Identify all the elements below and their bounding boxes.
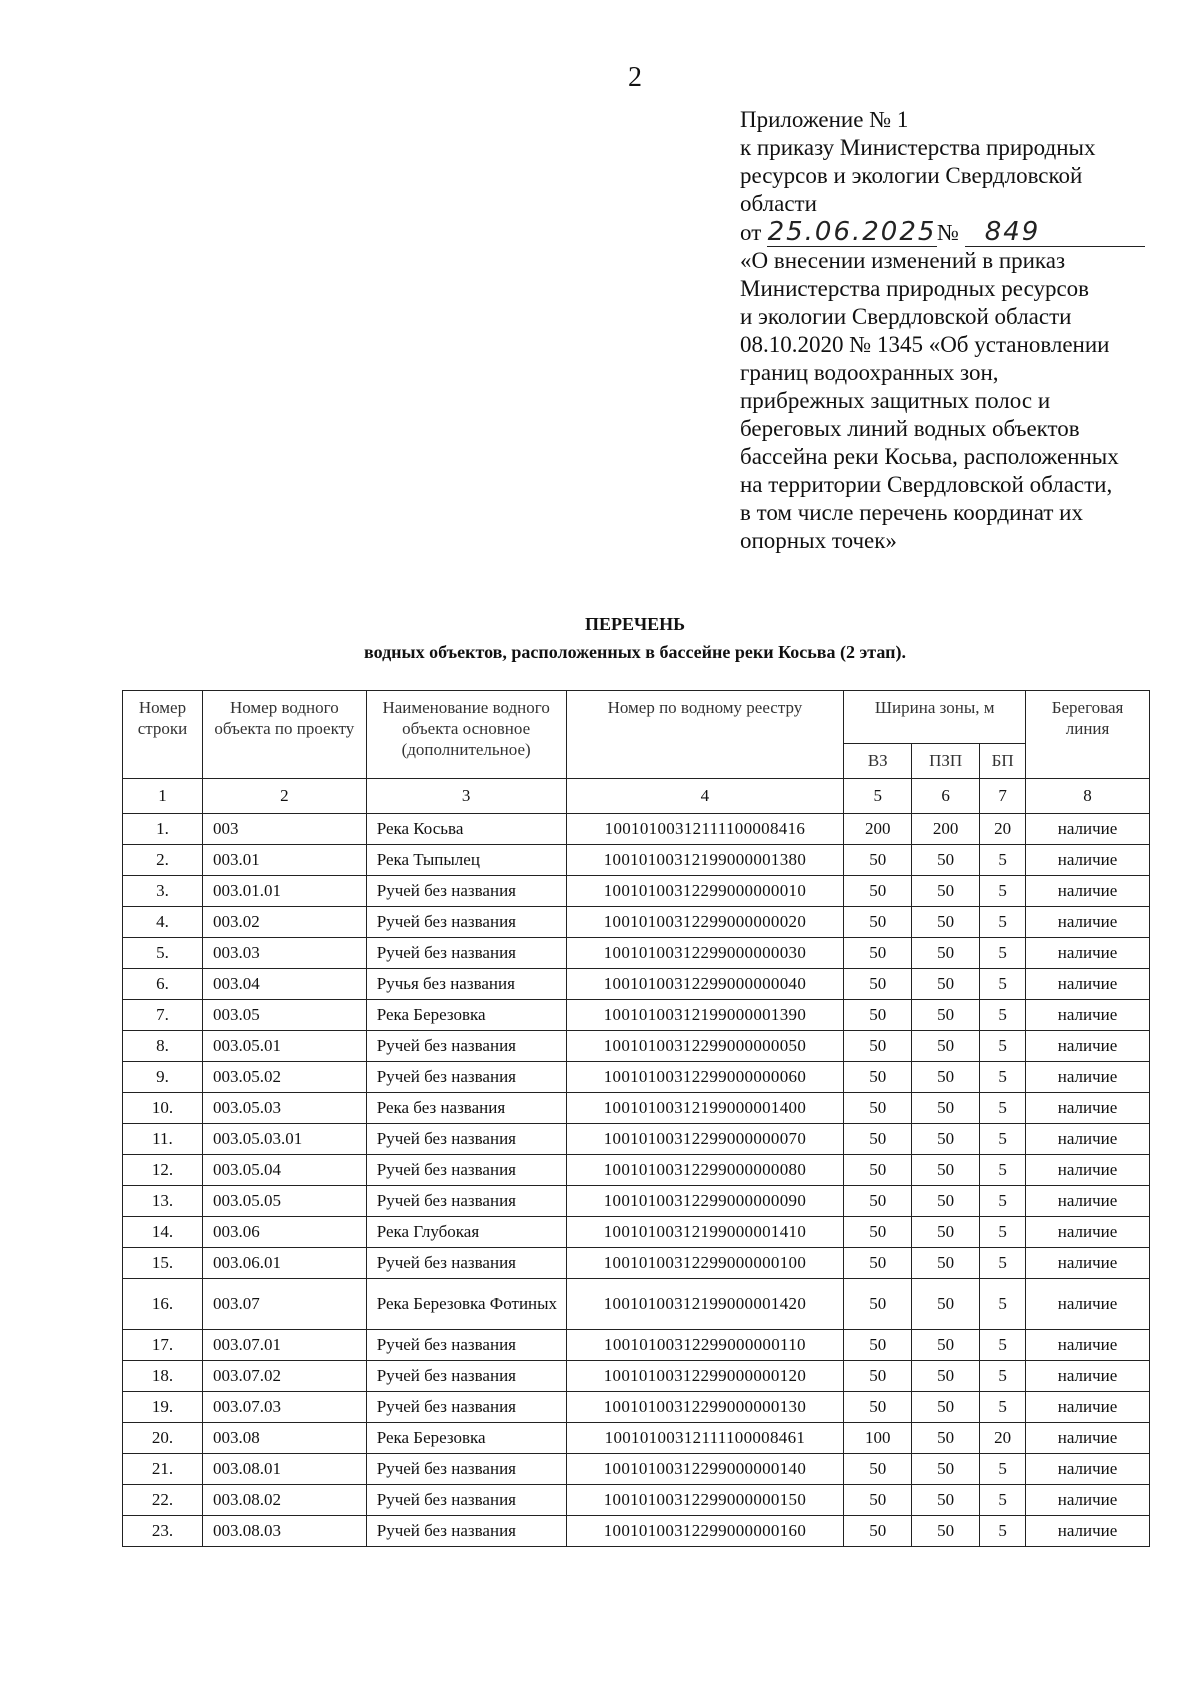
table-row — [123, 1186, 1150, 1217]
bp-width-cell: 20 — [980, 1423, 1026, 1454]
vz-width-cell: 50 — [844, 1186, 912, 1217]
pzp-width-cell: 50 — [912, 1217, 980, 1248]
shoreline-cell: наличие — [1026, 845, 1150, 876]
vz-width-cell: 50 — [844, 1062, 912, 1093]
registry-number-cell: 10010100312299000000090 — [566, 1186, 844, 1217]
object-code-cell: 003.06.01 — [202, 1248, 366, 1279]
row-number-cell: 3. — [123, 876, 203, 907]
object-code-cell: 003.01.01 — [202, 876, 366, 907]
order-date-line — [740, 218, 1160, 247]
row-number-cell: 9. — [123, 1062, 203, 1093]
pzp-width-cell: 50 — [912, 1485, 980, 1516]
bp-width-cell: 5 — [980, 1000, 1026, 1031]
row-number-cell: 11. — [123, 1124, 203, 1155]
vz-width-cell: 50 — [844, 969, 912, 1000]
object-code-cell: 003.05.03 — [202, 1093, 366, 1124]
registry-number-cell: 10010100312299000000060 — [566, 1062, 844, 1093]
registry-number-cell: 10010100312199000001420 — [566, 1279, 844, 1330]
table-row — [123, 1248, 1150, 1279]
object-name-cell: Ручей без названия — [366, 1248, 566, 1279]
list-title — [0, 610, 1200, 666]
shoreline-cell: наличие — [1026, 1124, 1150, 1155]
header-zone-width: Ширина зоны, м — [844, 691, 1026, 744]
subject-line: опорных точек» — [740, 528, 897, 553]
row-number-cell: 14. — [123, 1217, 203, 1248]
table-row — [123, 1454, 1150, 1485]
table-row — [123, 1093, 1150, 1124]
vz-width-cell: 50 — [844, 876, 912, 907]
header-shoreline: Береговая линия — [1026, 691, 1150, 779]
shoreline-cell: наличие — [1026, 1330, 1150, 1361]
pzp-width-cell: 50 — [912, 1392, 980, 1423]
shoreline-cell: наличие — [1026, 814, 1150, 845]
water-objects-table — [122, 690, 1150, 1547]
object-name-cell: Ручей без названия — [366, 1392, 566, 1423]
row-number-cell: 2. — [123, 845, 203, 876]
table-body — [123, 814, 1150, 1547]
shoreline-cell: наличие — [1026, 938, 1150, 969]
column-number-row — [123, 779, 1150, 814]
object-name-cell: Ручей без названия — [366, 1124, 566, 1155]
column-number: 5 — [844, 779, 912, 814]
object-name-cell: Ручей без названия — [366, 1516, 566, 1547]
object-code-cell: 003.08.03 — [202, 1516, 366, 1547]
bp-width-cell: 5 — [980, 907, 1026, 938]
subject-line: и экологии Свердловской области — [740, 304, 1072, 329]
appendix-block — [740, 106, 1160, 555]
bp-width-cell: 5 — [980, 1248, 1026, 1279]
shoreline-cell: наличие — [1026, 907, 1150, 938]
appendix-line: Приложение № 1 — [740, 107, 909, 132]
object-name-cell: Река Березовка — [366, 1423, 566, 1454]
row-number-cell: 23. — [123, 1516, 203, 1547]
subject-line: 08.10.2020 № 1345 «Об установлении — [740, 332, 1110, 357]
bp-width-cell: 5 — [980, 845, 1026, 876]
registry-number-cell: 10010100312299000000140 — [566, 1454, 844, 1485]
row-number-cell: 16. — [123, 1279, 203, 1330]
shoreline-cell: наличие — [1026, 1186, 1150, 1217]
object-name-cell: Ручья без названия — [366, 969, 566, 1000]
object-name-cell: Река без названия — [366, 1093, 566, 1124]
number-sign: № — [937, 220, 959, 245]
page-number: 2 — [628, 62, 642, 93]
subject-line: прибрежных защитных полос и — [740, 388, 1051, 413]
object-name-cell: Ручей без названия — [366, 1155, 566, 1186]
table-row — [123, 1279, 1150, 1330]
vz-width-cell: 50 — [844, 1392, 912, 1423]
pzp-width-cell: 50 — [912, 1093, 980, 1124]
appendix-line: ресурсов и экологии Свердловской — [740, 163, 1083, 188]
object-code-cell: 003.04 — [202, 969, 366, 1000]
table-row — [123, 1217, 1150, 1248]
row-number-cell: 21. — [123, 1454, 203, 1485]
vz-width-cell: 100 — [844, 1423, 912, 1454]
vz-width-cell: 50 — [844, 1454, 912, 1485]
object-name-cell: Ручей без названия — [366, 876, 566, 907]
registry-number-cell: 10010100312199000001380 — [566, 845, 844, 876]
object-code-cell: 003.05.05 — [202, 1186, 366, 1217]
pzp-width-cell: 50 — [912, 1361, 980, 1392]
table-row — [123, 1155, 1150, 1186]
table-row — [123, 1062, 1150, 1093]
bp-width-cell: 20 — [980, 814, 1026, 845]
pzp-width-cell: 50 — [912, 1423, 980, 1454]
table-row — [123, 1031, 1150, 1062]
vz-width-cell: 50 — [844, 938, 912, 969]
vz-width-cell: 50 — [844, 1361, 912, 1392]
vz-width-cell: 50 — [844, 907, 912, 938]
table-row — [123, 1330, 1150, 1361]
shoreline-cell: наличие — [1026, 1454, 1150, 1485]
registry-number-cell: 10010100312299000000050 — [566, 1031, 844, 1062]
table-row — [123, 1124, 1150, 1155]
bp-width-cell: 5 — [980, 938, 1026, 969]
row-number-cell: 7. — [123, 1000, 203, 1031]
bp-width-cell: 5 — [980, 876, 1026, 907]
pzp-width-cell: 50 — [912, 1000, 980, 1031]
object-name-cell: Река Березовка Фотиных — [366, 1279, 566, 1330]
pzp-width-cell: 50 — [912, 1454, 980, 1485]
object-code-cell: 003.07.01 — [202, 1330, 366, 1361]
shoreline-cell: наличие — [1026, 1248, 1150, 1279]
header-registry-number: Номер по водному реестру — [566, 691, 844, 779]
object-name-cell: Река Косьва — [366, 814, 566, 845]
vz-width-cell: 50 — [844, 1000, 912, 1031]
registry-number-cell: 10010100312299000000080 — [566, 1155, 844, 1186]
subject-line: береговых линий водных объектов — [740, 416, 1080, 441]
vz-width-cell: 50 — [844, 1031, 912, 1062]
vz-width-cell: 50 — [844, 1248, 912, 1279]
header-object-name: Наименование водного объекта основное (дополнительное) — [366, 691, 566, 779]
row-number-cell: 6. — [123, 969, 203, 1000]
table-row — [123, 938, 1150, 969]
bp-width-cell: 5 — [980, 1361, 1026, 1392]
object-code-cell: 003.02 — [202, 907, 366, 938]
bp-width-cell: 5 — [980, 1062, 1026, 1093]
bp-width-cell: 5 — [980, 1454, 1026, 1485]
shoreline-cell: наличие — [1026, 1392, 1150, 1423]
object-code-cell: 003.08 — [202, 1423, 366, 1454]
vz-width-cell: 50 — [844, 1330, 912, 1361]
table-row — [123, 1000, 1150, 1031]
table-row — [123, 969, 1150, 1000]
pzp-width-cell: 200 — [912, 814, 980, 845]
table-row — [123, 907, 1150, 938]
pzp-width-cell: 50 — [912, 1279, 980, 1330]
table-row — [123, 1392, 1150, 1423]
column-number: 2 — [202, 779, 366, 814]
subject-line: Министерства природных ресурсов — [740, 276, 1090, 301]
vz-width-cell: 50 — [844, 1279, 912, 1330]
registry-number-cell: 10010100312299000000130 — [566, 1392, 844, 1423]
shoreline-cell: наличие — [1026, 1423, 1150, 1454]
registry-number-cell: 10010100312111100008416 — [566, 814, 844, 845]
object-name-cell: Ручей без названия — [366, 1186, 566, 1217]
object-code-cell: 003.08.01 — [202, 1454, 366, 1485]
object-name-cell: Река Березовка — [366, 1000, 566, 1031]
object-name-cell: Река Тыпылец — [366, 845, 566, 876]
row-number-cell: 12. — [123, 1155, 203, 1186]
column-number: 4 — [566, 779, 844, 814]
header-vz: ВЗ — [844, 744, 912, 779]
row-number-cell: 22. — [123, 1485, 203, 1516]
pzp-width-cell: 50 — [912, 1124, 980, 1155]
column-number: 8 — [1026, 779, 1150, 814]
subject-line: «О внесении изменений в приказ — [740, 248, 1066, 273]
object-code-cell: 003.05 — [202, 1000, 366, 1031]
row-number-cell: 8. — [123, 1031, 203, 1062]
handwritten-date: 25.06.2025 — [767, 217, 937, 247]
object-code-cell: 003.05.01 — [202, 1031, 366, 1062]
handwritten-order-number: 849 — [965, 218, 1145, 247]
object-code-cell: 003 — [202, 814, 366, 845]
object-code-cell: 003.03 — [202, 938, 366, 969]
column-number: 6 — [912, 779, 980, 814]
bp-width-cell: 5 — [980, 1155, 1026, 1186]
pzp-width-cell: 50 — [912, 1031, 980, 1062]
bp-width-cell: 5 — [980, 1392, 1026, 1423]
appendix-line: к приказу Министерства природных — [740, 135, 1096, 160]
shoreline-cell: наличие — [1026, 1279, 1150, 1330]
object-name-cell: Река Глубокая — [366, 1217, 566, 1248]
list-subheading: водных объектов, расположенных в бассейне реки Косьва (2 этап). — [363, 642, 906, 662]
shoreline-cell: наличие — [1026, 1000, 1150, 1031]
pzp-width-cell: 50 — [912, 1186, 980, 1217]
pzp-width-cell: 50 — [912, 1062, 980, 1093]
object-code-cell: 003.05.02 — [202, 1062, 366, 1093]
bp-width-cell: 5 — [980, 1279, 1026, 1330]
vz-width-cell: 50 — [844, 1155, 912, 1186]
pzp-width-cell: 50 — [912, 1155, 980, 1186]
object-code-cell: 003.01 — [202, 845, 366, 876]
registry-number-cell: 10010100312299000000160 — [566, 1516, 844, 1547]
registry-number-cell: 10010100312111100008461 — [566, 1423, 844, 1454]
subject-line: на территории Свердловской области, — [740, 472, 1113, 497]
pzp-width-cell: 50 — [912, 845, 980, 876]
shoreline-cell: наличие — [1026, 1155, 1150, 1186]
shoreline-cell: наличие — [1026, 1485, 1150, 1516]
object-name-cell: Ручей без названия — [366, 1485, 566, 1516]
table-row — [123, 1516, 1150, 1547]
object-code-cell: 003.08.02 — [202, 1485, 366, 1516]
header-pzp: ПЗП — [912, 744, 980, 779]
shoreline-cell: наличие — [1026, 1516, 1150, 1547]
object-code-cell: 003.07 — [202, 1279, 366, 1330]
header-bp: БП — [980, 744, 1026, 779]
table-row — [123, 845, 1150, 876]
table-row — [123, 1423, 1150, 1454]
pzp-width-cell: 50 — [912, 876, 980, 907]
pzp-width-cell: 50 — [912, 969, 980, 1000]
shoreline-cell: наличие — [1026, 1361, 1150, 1392]
pzp-width-cell: 50 — [912, 1248, 980, 1279]
bp-width-cell: 5 — [980, 1031, 1026, 1062]
bp-width-cell: 5 — [980, 1516, 1026, 1547]
column-number: 1 — [123, 779, 203, 814]
table-row — [123, 1361, 1150, 1392]
row-number-cell: 4. — [123, 907, 203, 938]
header-object-number: Номер водного объекта по проекту — [202, 691, 366, 779]
registry-number-cell: 10010100312299000000100 — [566, 1248, 844, 1279]
bp-width-cell: 5 — [980, 1093, 1026, 1124]
shoreline-cell: наличие — [1026, 876, 1150, 907]
column-number: 3 — [366, 779, 566, 814]
vz-width-cell: 50 — [844, 1516, 912, 1547]
shoreline-cell: наличие — [1026, 969, 1150, 1000]
registry-number-cell: 10010100312299000000120 — [566, 1361, 844, 1392]
pzp-width-cell: 50 — [912, 1516, 980, 1547]
object-name-cell: Ручей без названия — [366, 1361, 566, 1392]
object-name-cell: Ручей без названия — [366, 1330, 566, 1361]
shoreline-cell: наличие — [1026, 1093, 1150, 1124]
object-name-cell: Ручей без названия — [366, 1454, 566, 1485]
object-code-cell: 003.07.03 — [202, 1392, 366, 1423]
table-row — [123, 814, 1150, 845]
bp-width-cell: 5 — [980, 1217, 1026, 1248]
column-number: 7 — [980, 779, 1026, 814]
vz-width-cell: 50 — [844, 1217, 912, 1248]
table-row — [123, 876, 1150, 907]
object-name-cell: Ручей без названия — [366, 1062, 566, 1093]
bp-width-cell: 5 — [980, 1485, 1026, 1516]
registry-number-cell: 10010100312299000000010 — [566, 876, 844, 907]
shoreline-cell: наличие — [1026, 1217, 1150, 1248]
row-number-cell: 20. — [123, 1423, 203, 1454]
object-name-cell: Ручей без названия — [366, 938, 566, 969]
registry-number-cell: 10010100312299000000110 — [566, 1330, 844, 1361]
row-number-cell: 15. — [123, 1248, 203, 1279]
vz-width-cell: 200 — [844, 814, 912, 845]
object-code-cell: 003.07.02 — [202, 1361, 366, 1392]
vz-width-cell: 50 — [844, 1124, 912, 1155]
row-number-cell: 5. — [123, 938, 203, 969]
header-row-number: Номер строки — [123, 691, 203, 779]
row-number-cell: 18. — [123, 1361, 203, 1392]
registry-number-cell: 10010100312299000000070 — [566, 1124, 844, 1155]
object-code-cell: 003.05.04 — [202, 1155, 366, 1186]
pzp-width-cell: 50 — [912, 1330, 980, 1361]
row-number-cell: 1. — [123, 814, 203, 845]
vz-width-cell: 50 — [844, 1093, 912, 1124]
pzp-width-cell: 50 — [912, 938, 980, 969]
subject-line: в том числе перечень координат их — [740, 500, 1083, 525]
pzp-width-cell: 50 — [912, 907, 980, 938]
vz-width-cell: 50 — [844, 1485, 912, 1516]
shoreline-cell: наличие — [1026, 1031, 1150, 1062]
table-row — [123, 1485, 1150, 1516]
row-number-cell: 13. — [123, 1186, 203, 1217]
object-name-cell: Ручей без названия — [366, 907, 566, 938]
subject-line: бассейна реки Косьва, расположенных — [740, 444, 1119, 469]
appendix-line: области — [740, 191, 817, 216]
object-name-cell: Ручей без названия — [366, 1031, 566, 1062]
bp-width-cell: 5 — [980, 969, 1026, 1000]
registry-number-cell: 10010100312199000001390 — [566, 1000, 844, 1031]
registry-number-cell: 10010100312299000000040 — [566, 969, 844, 1000]
registry-number-cell: 10010100312299000000030 — [566, 938, 844, 969]
row-number-cell: 10. — [123, 1093, 203, 1124]
object-code-cell: 003.05.03.01 — [202, 1124, 366, 1155]
row-number-cell: 17. — [123, 1330, 203, 1361]
row-number-cell: 19. — [123, 1392, 203, 1423]
shoreline-cell: наличие — [1026, 1062, 1150, 1093]
date-prefix: от — [740, 220, 762, 245]
registry-number-cell: 10010100312199000001400 — [566, 1093, 844, 1124]
registry-number-cell: 10010100312299000000020 — [566, 907, 844, 938]
bp-width-cell: 5 — [980, 1124, 1026, 1155]
bp-width-cell: 5 — [980, 1330, 1026, 1361]
vz-width-cell: 50 — [844, 845, 912, 876]
object-code-cell: 003.06 — [202, 1217, 366, 1248]
bp-width-cell: 5 — [980, 1186, 1026, 1217]
list-heading: ПЕРЕЧЕНЬ — [584, 614, 686, 634]
registry-number-cell: 10010100312299000000150 — [566, 1485, 844, 1516]
registry-number-cell: 10010100312199000001410 — [566, 1217, 844, 1248]
subject-line: границ водоохранных зон, — [740, 360, 999, 385]
